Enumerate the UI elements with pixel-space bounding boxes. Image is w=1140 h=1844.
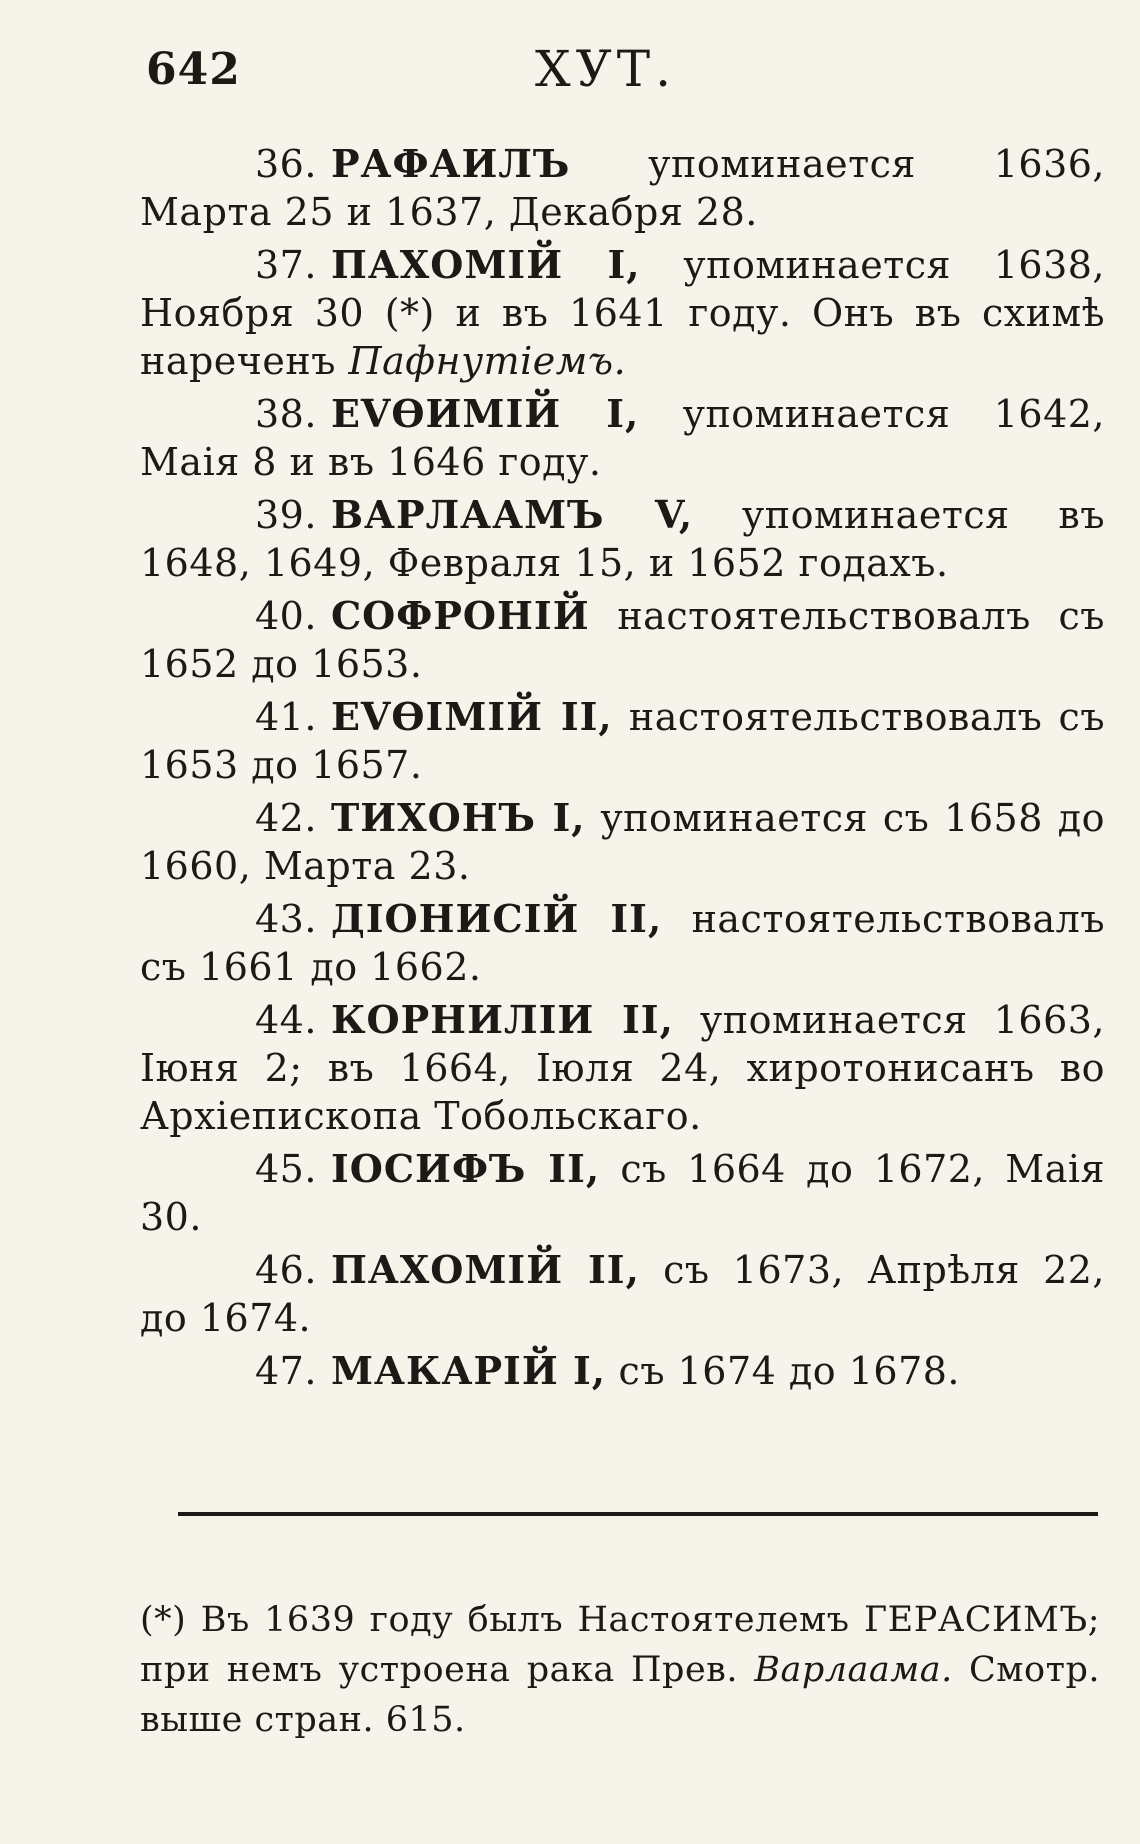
list-item: 41. ЕVѲІМІЙ II, настоятельствовалъ съ 1653 до 1657.: [140, 694, 1105, 787]
list-item: 38. ЕVѲИМІЙ I, упоминается 1642, Маія 8 и въ 1646 году.: [140, 391, 1105, 484]
footnote-text: (*) Въ 1639 году былъ Настоятелемъ ГЕРАСИМЪ; при немъ устроена рака Прев.: [140, 1600, 1100, 1690]
footnote-italic: Варлаама.: [754, 1650, 953, 1690]
list-item: 40. СОФРОНІЙ настоятельствовалъ съ 1652 до 1653.: [140, 593, 1105, 686]
running-head: ХУТ.: [535, 40, 676, 98]
page-number: 642: [146, 44, 241, 95]
page-header: [140, 40, 1100, 110]
footnote-divider: [178, 1512, 1098, 1516]
list-item: 47. МАКАРІЙ I, съ 1674 до 1678.: [255, 1348, 961, 1393]
list-item: 45. ІОСИФЪ II, съ 1664 до 1672, Маія 30.: [140, 1146, 1105, 1239]
list-item: 44. КОРНИЛІИ II, упоминается 1663, Іюня 2; въ 1664, Іюля 24, хиротонисанъ во Архіепископа Тобольскаго.: [140, 997, 1106, 1138]
footnote-tail: Смотр. выше стран. 615.: [140, 1650, 1100, 1740]
footnote: [140, 1595, 1100, 1745]
list-item: 36. РАФАИЛЪ упоминается 1636, Марта 25 и 1637, Декабря 28.: [140, 141, 1105, 234]
abbot-list: [140, 140, 1105, 1400]
list-item: 37. ПАХОМІЙ I, упоминается 1638, Ноября 30 (*) и въ 1641 году. Онъ въ схимѣ нареченъ Пафнутіемъ.: [140, 242, 1105, 383]
list-item: 46. ПАХОМІЙ II, съ 1673, Апрѣля 22, до 1674.: [140, 1247, 1105, 1340]
list-item: 42. ТИХОНЪ I, упоминается съ 1658 до 1660, Марта 23.: [140, 795, 1105, 888]
list-item: 43. ДІОНИСІЙ II, настоятельствовалъ съ 1661 до 1662.: [140, 896, 1105, 989]
list-item: 39. ВАРЛААМЪ V, упоминается въ 1648, 1649, Февраля 15, и 1652 годахъ.: [140, 492, 1105, 585]
